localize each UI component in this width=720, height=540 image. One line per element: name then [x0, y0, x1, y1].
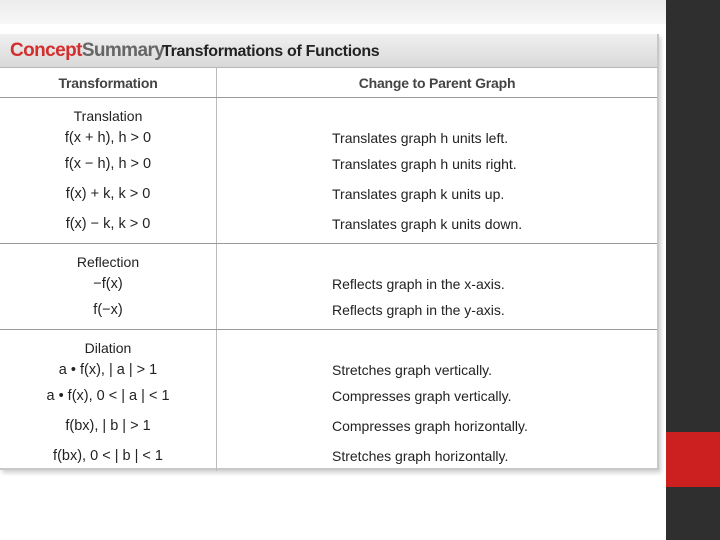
group-heading: Translation	[73, 108, 143, 124]
transformation-expression: f(x) + k, k > 0	[65, 186, 151, 202]
transformation-expression: f(x + h), h > 0	[64, 130, 152, 146]
brand-summary: Summary	[81, 40, 165, 61]
change-description: Compresses graph vertically.	[332, 388, 512, 404]
summary-header	[0, 34, 657, 68]
group-heading: Reflection	[76, 254, 140, 270]
column-header-change: Change to Parent Graph	[217, 68, 658, 98]
change-description: Stretches graph vertically.	[332, 362, 493, 378]
group-transformations	[0, 98, 217, 244]
change-description: Translates graph k units down.	[332, 216, 523, 232]
transformation-expression: f(bx), | b | > 1	[65, 418, 151, 434]
group-changes	[217, 98, 658, 244]
transformation-expression: f(bx), 0 < | b | < 1	[53, 448, 163, 464]
group-transformations	[0, 330, 217, 472]
slide-top-shade	[0, 0, 666, 24]
group-row-dilation	[0, 330, 657, 472]
change-description: Reflects graph in the y-axis.	[332, 302, 505, 318]
group-row-translation	[0, 98, 657, 244]
slide-side-accent	[666, 432, 720, 487]
change-description: Translates graph h units left.	[332, 130, 509, 146]
change-description: Reflects graph in the x-axis.	[332, 276, 505, 292]
transformation-expression: f(x − h), h > 0	[64, 156, 152, 172]
transformation-expression: a • f(x), | a | > 1	[58, 362, 158, 378]
group-transformations	[0, 244, 217, 330]
group-changes	[217, 330, 658, 472]
table-header-row	[0, 68, 657, 98]
change-description: Translates graph k units up.	[332, 186, 505, 202]
brand-concept: Concept	[10, 40, 82, 61]
transformations-table	[0, 68, 657, 471]
change-description: Stretches graph horizontally.	[332, 448, 509, 464]
concept-summary-box	[0, 34, 659, 470]
group-changes	[217, 244, 658, 330]
transformation-expression: a • f(x), 0 < | a | < 1	[46, 388, 170, 404]
transformation-expression: f(−x)	[93, 302, 123, 318]
concept-summary-logo	[10, 40, 164, 62]
transformation-expression: −f(x)	[93, 276, 123, 292]
change-description: Translates graph h units right.	[332, 156, 517, 172]
group-heading: Dilation	[84, 340, 132, 356]
transformation-expression: f(x) − k, k > 0	[65, 216, 151, 232]
summary-title: Transformations of Functions	[162, 43, 380, 60]
column-header-transformation: Transformation	[0, 68, 217, 98]
group-row-reflection	[0, 244, 657, 330]
change-description: Compresses graph horizontally.	[332, 418, 528, 434]
